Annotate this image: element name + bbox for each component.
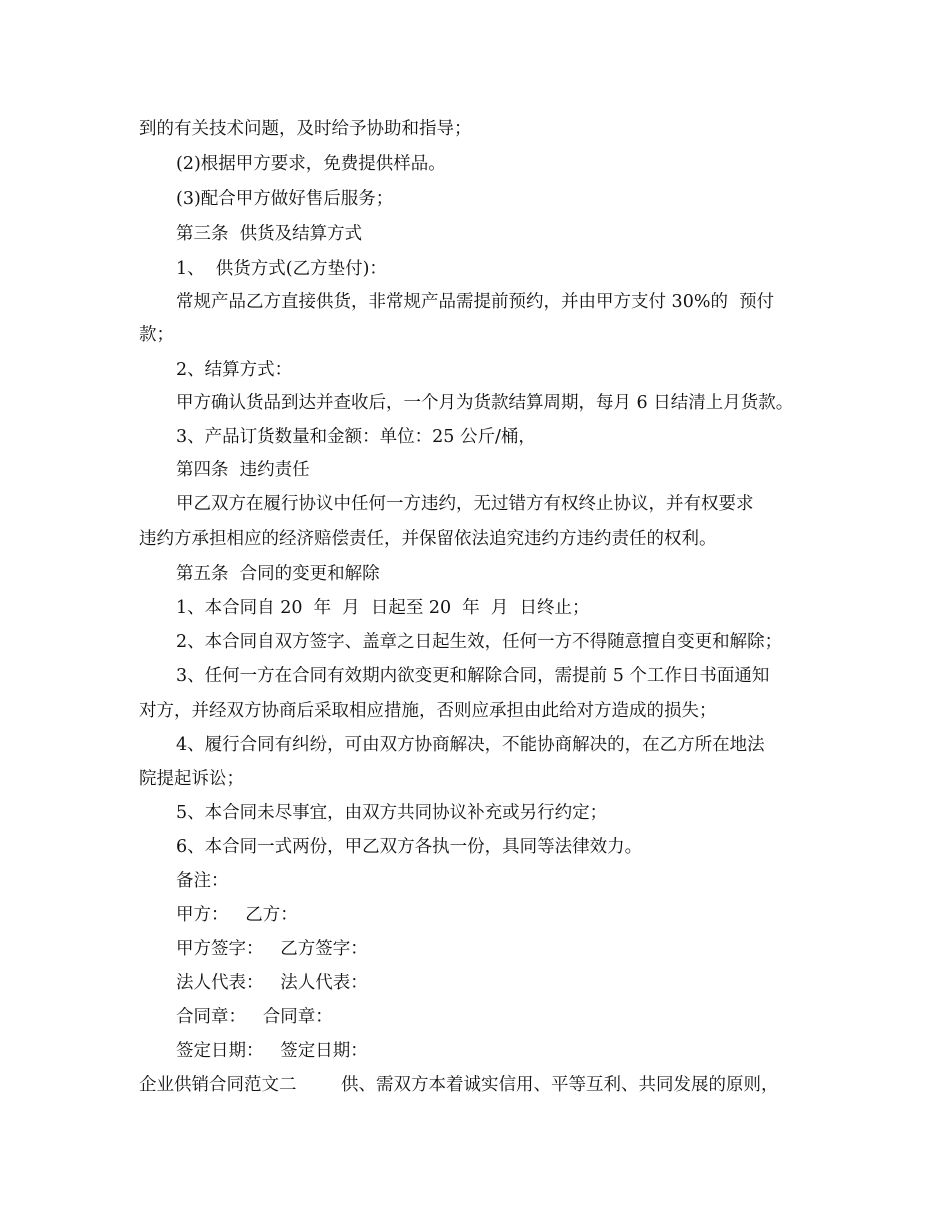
text-line: 院提起诉讼； — [139, 769, 244, 789]
text-line: 6、本合同一式两份，甲乙双方各执一份，具同等法律效力。 — [176, 837, 643, 857]
text-line: 1、 供货方式(乙方垫付)： — [176, 259, 387, 279]
signature-field: 甲方签字： 乙方签字： — [176, 939, 368, 959]
text-line: 甲方确认货品到达并查收后，一个月为货款结算周期，每月 6 日结清上月货款。 — [176, 393, 794, 413]
text-line: 到的有关技术问题，及时给予协助和指导； — [139, 119, 472, 139]
text-line: 3、产品订货数量和金额：单位：25 公斤/桶， — [176, 427, 536, 447]
text-line: 常规产品乙方直接供货，非常规产品需提前预约，并由甲方支付 30%的 预付 — [176, 292, 775, 312]
section-heading: 第三条 供货及结算方式 — [176, 224, 363, 244]
text-line: 2、结算方式： — [176, 360, 293, 380]
text-line: 甲乙双方在履行协议中任何一方违约，无过错方有权终止协议，并有权要求 — [176, 494, 754, 514]
section-heading: 第四条 违约责任 — [176, 460, 310, 480]
text-line: 违约方承担相应的经济赔偿责任，并保留依法追究违约方违约责任的权利。 — [139, 529, 717, 549]
text-line: (2)根据甲方要求，免费提供样品。 — [176, 154, 446, 174]
text-line: (3)配合甲方做好售后服务； — [176, 189, 394, 209]
text-line: 3、任何一方在合同有效期内欲变更和解除合同，需提前 5 个工作日书面通知 — [176, 666, 770, 686]
text-line: 2、本合同自双方签字、盖章之日起生效，任何一方不得随意擅自变更和解除； — [176, 632, 783, 652]
text-line: 1、本合同自 20 年 月 日起至 20 年 月 日终止； — [176, 598, 590, 618]
document-title-line: 企业供销合同范文二 供、需双方本着诚实信用、平等互利、共同发展的原则， — [139, 1075, 779, 1095]
section-heading: 第五条 合同的变更和解除 — [176, 564, 380, 584]
signature-field: 法人代表： 法人代表： — [176, 973, 368, 993]
text-line: 4、履行合同有纠纷，可由双方协商解决，不能协商解决的，在乙方所在地法 — [176, 735, 765, 755]
signature-field: 合同章： 合同章： — [176, 1007, 333, 1027]
signature-field: 签定日期： 签定日期： — [176, 1041, 368, 1061]
text-line: 备注： — [176, 871, 229, 891]
text-line: 款； — [139, 325, 174, 345]
signature-field: 甲方： 乙方： — [176, 905, 298, 925]
text-line: 对方，并经双方协商后采取相应措施，否则应承担由此给对方造成的损失； — [139, 701, 717, 721]
text-line: 5、本合同未尽事宜，由双方共同协议补充或另行约定； — [176, 803, 608, 823]
